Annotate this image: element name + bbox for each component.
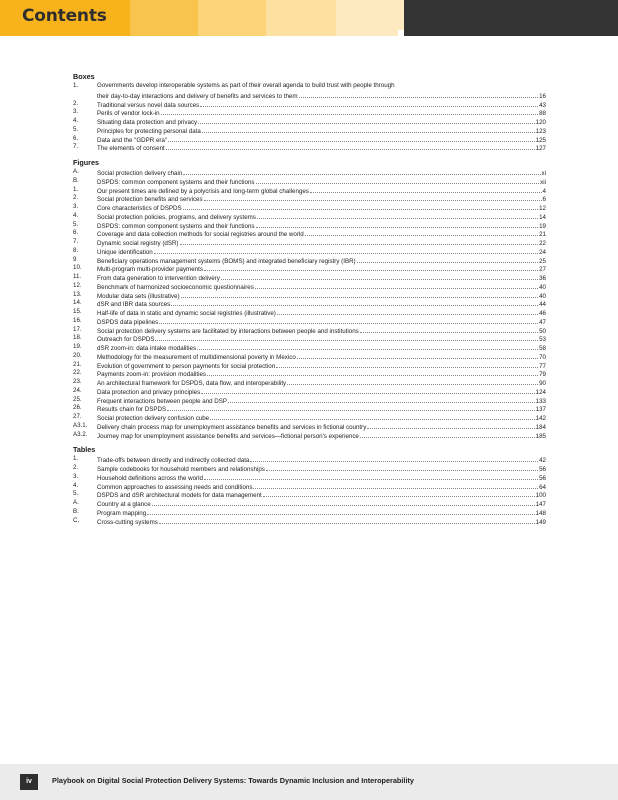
toc-entry-number: 5. bbox=[73, 490, 79, 498]
toc-entry-number: 3. bbox=[73, 472, 79, 480]
toc-entry[interactable] bbox=[73, 464, 546, 473]
toc-entry-page: 58 bbox=[539, 345, 546, 352]
leader-dots bbox=[210, 413, 535, 420]
toc-entry-page: 56 bbox=[539, 474, 546, 482]
toc-entry[interactable] bbox=[73, 117, 546, 126]
leader-dots bbox=[155, 334, 538, 341]
leader-dots bbox=[253, 482, 538, 489]
toc-entry-number: 24. bbox=[73, 386, 82, 394]
leader-dots bbox=[181, 291, 539, 298]
toc-entry-page: 124 bbox=[535, 388, 546, 396]
toc-entry-number: B. bbox=[73, 176, 79, 184]
toc-entry-page: 142 bbox=[535, 415, 546, 422]
toc-entry-page: 123 bbox=[535, 127, 546, 135]
leader-dots bbox=[257, 212, 538, 219]
page-footer bbox=[0, 764, 618, 800]
toc-entry[interactable] bbox=[73, 396, 546, 405]
toc-entry-title: Common approaches to assessing needs and conditions bbox=[97, 483, 253, 491]
header-color-band bbox=[336, 0, 404, 36]
toc-entry-title: Sample codebooks for household members and relationships bbox=[97, 466, 265, 473]
toc-entry-page: 148 bbox=[535, 509, 546, 517]
toc-entry-title: Journey map for unemployment assistance benefits and services—fictional person's experience bbox=[97, 432, 359, 440]
toc-entry-page: 149 bbox=[535, 518, 546, 526]
toc-entry-page: 40 bbox=[539, 283, 546, 291]
toc-entry-page: 137 bbox=[535, 406, 546, 414]
toc-entry[interactable] bbox=[73, 431, 546, 440]
toc-entry[interactable] bbox=[73, 473, 546, 482]
toc-entry-number: 19. bbox=[73, 343, 82, 350]
toc-entry-number: 8. bbox=[73, 246, 79, 254]
toc-entry-number: 11. bbox=[73, 273, 82, 280]
toc-entry-title: Delivery chain process map for unemployment assistance benefits and services in fictional country bbox=[97, 423, 367, 431]
leader-dots bbox=[159, 317, 538, 324]
toc-entry-page: 56 bbox=[539, 466, 546, 473]
toc-entry[interactable] bbox=[73, 282, 546, 291]
toc-entry-number: 7. bbox=[73, 238, 79, 245]
header-color-band bbox=[266, 0, 336, 36]
toc-entry-number: 26. bbox=[73, 404, 82, 412]
boxes-list bbox=[73, 82, 546, 152]
toc-entry-page: 79 bbox=[539, 371, 546, 379]
toc-entry[interactable] bbox=[73, 135, 546, 144]
toc-entry-page: 42 bbox=[539, 457, 546, 465]
leader-dots bbox=[266, 464, 538, 471]
toc-entry-title: Data and the "GDPR era" bbox=[97, 136, 168, 144]
leader-dots bbox=[310, 186, 542, 193]
toc-entry-title: Evolution of government to person payments for social protection bbox=[97, 362, 276, 370]
toc-entry-title: Social protection policies, programs, and delivery systems bbox=[97, 213, 256, 221]
toc-entry-title: Core characteristics of DSPDS bbox=[97, 205, 182, 212]
leader-dots bbox=[357, 256, 539, 263]
leader-dots bbox=[360, 326, 538, 333]
toc-entry-page: 77 bbox=[539, 362, 546, 370]
toc-entry-title: Traditional versus novel data sources bbox=[97, 101, 200, 109]
toc-entry[interactable] bbox=[73, 334, 546, 343]
toc-entry-title: From data generation to intervention delivery bbox=[97, 275, 220, 282]
toc-entry-title: their day-to-day interactions and delivery of benefits and services to them bbox=[97, 92, 298, 100]
toc-entry-title: DSPDS: common component systems and their functions bbox=[97, 222, 255, 230]
toc-entry-title: dSR and IBR data sources bbox=[97, 301, 171, 309]
toc-entry-title: Social protection delivery confusion cube bbox=[97, 415, 210, 422]
leader-dots bbox=[180, 238, 539, 245]
leader-dots bbox=[202, 126, 535, 133]
toc-entry-page: 185 bbox=[535, 432, 546, 440]
toc-entry[interactable] bbox=[73, 352, 546, 361]
leader-dots bbox=[168, 135, 535, 142]
toc-entry[interactable] bbox=[73, 126, 546, 135]
toc-entry-number: 3. bbox=[73, 203, 79, 210]
leader-dots bbox=[204, 264, 538, 271]
toc-entry-number: 5. bbox=[73, 220, 79, 228]
toc-entry-page: 4 bbox=[542, 187, 546, 195]
toc-entry-title: dSR zoom-in: data intake modalities bbox=[97, 345, 197, 352]
toc-entry-number: 6. bbox=[73, 134, 79, 142]
toc-entry-page: 70 bbox=[539, 353, 546, 361]
toc-entry-title: Dynamic social registry (dSR) bbox=[97, 240, 179, 247]
leader-dots bbox=[256, 221, 539, 228]
toc-entry-page: 64 bbox=[539, 483, 546, 491]
toc-entry-number: 25. bbox=[73, 395, 82, 403]
page-title: Contents bbox=[22, 6, 107, 26]
toc-entry-title: DSPDS data pipelines bbox=[97, 318, 159, 326]
leader-dots bbox=[204, 194, 542, 201]
leader-dots bbox=[367, 422, 534, 429]
toc-entry-number: 1. bbox=[73, 455, 79, 463]
toc-entry-number: 4. bbox=[73, 211, 79, 219]
toc-entry[interactable] bbox=[73, 499, 546, 508]
toc-entry-page: 21 bbox=[539, 231, 546, 239]
toc-entry[interactable] bbox=[73, 264, 546, 273]
toc-entry-page: 12 bbox=[539, 205, 546, 212]
toc-entry-page: 125 bbox=[535, 136, 546, 144]
toc-entry[interactable] bbox=[73, 490, 546, 499]
leader-dots bbox=[159, 517, 535, 524]
toc-entry-page: 43 bbox=[539, 101, 546, 109]
toc-entry-number: 15. bbox=[73, 308, 82, 315]
toc-entry-page: 47 bbox=[539, 318, 546, 326]
page-header bbox=[0, 0, 618, 36]
toc-entry[interactable] bbox=[73, 247, 546, 256]
toc-entry-number: 2. bbox=[73, 464, 79, 471]
leader-dots bbox=[161, 108, 539, 115]
toc-entry-title: Data protection and privacy principles bbox=[97, 388, 201, 396]
leader-dots bbox=[263, 490, 535, 497]
footer-title: Playbook on Digital Social Protection Delivery Systems: Towards Dynamic Inclusion and Interoperability bbox=[52, 776, 414, 785]
toc-entry-number: 1. bbox=[73, 82, 79, 89]
toc-entry[interactable] bbox=[73, 343, 546, 352]
toc-entry-title: Social protection delivery chain bbox=[97, 170, 183, 177]
toc-entry[interactable] bbox=[73, 369, 546, 378]
toc-entry-page: 53 bbox=[539, 336, 546, 344]
leader-dots bbox=[183, 168, 540, 175]
toc-entry-number: 17. bbox=[73, 325, 82, 333]
toc-entry[interactable] bbox=[73, 212, 546, 221]
toc-entry-number: A. bbox=[73, 499, 79, 506]
toc-entry-number: 6. bbox=[73, 229, 79, 237]
toc-entry-title: Modular data sets (illustrative) bbox=[97, 292, 180, 300]
leader-dots bbox=[287, 378, 538, 385]
toc-entry-title: Multi-program multi-provider payments bbox=[97, 266, 203, 274]
toc-entry-title: Our present times are defined by a polycrisis and long-term global challenges bbox=[97, 187, 309, 195]
toc-entry-page: 147 bbox=[535, 501, 546, 508]
toc-entry[interactable] bbox=[73, 100, 546, 109]
toc-entry-number: A. bbox=[73, 168, 79, 175]
toc-entry-title: Situating data protection and privacy bbox=[97, 119, 198, 126]
leader-dots bbox=[204, 473, 538, 480]
toc-entry[interactable] bbox=[73, 186, 546, 195]
toc-entry[interactable] bbox=[73, 203, 546, 212]
toc-entry[interactable] bbox=[73, 299, 546, 308]
toc-entry-page: 88 bbox=[539, 110, 546, 118]
toc-entry-page: 50 bbox=[539, 327, 546, 335]
toc-entry-page: 25 bbox=[539, 257, 546, 265]
leader-dots bbox=[166, 143, 535, 150]
toc-entry-page: 22 bbox=[539, 240, 546, 247]
toc-entry-number: 22. bbox=[73, 369, 82, 377]
leader-dots bbox=[147, 508, 534, 515]
toc-entry-title: Coverage and data collection methods for social registries around the world bbox=[97, 231, 304, 239]
toc-entry-title: DSPDS and dSR architectural models for data management bbox=[97, 492, 262, 500]
toc-entry-title: Results chain for DSPDS bbox=[97, 406, 167, 414]
toc-entry-title: Country at a glance bbox=[97, 501, 151, 508]
toc-entry-title: The elements of consent bbox=[97, 145, 165, 153]
toc-entry-page: 46 bbox=[539, 310, 546, 317]
toc-entry-title: Trade-offs between directly and indirectly collected data bbox=[97, 457, 250, 465]
toc-entry-number: 7. bbox=[73, 143, 79, 151]
toc-entry-page: 24 bbox=[539, 248, 546, 256]
toc-entry-title: Social protection delivery systems are facilitated by interactions between people and institutions bbox=[97, 327, 359, 335]
toc-entry[interactable] bbox=[73, 308, 546, 317]
leader-dots bbox=[250, 455, 538, 462]
leader-dots bbox=[297, 352, 538, 359]
toc-entry-number: 12. bbox=[73, 281, 82, 289]
toc-entry[interactable] bbox=[73, 517, 546, 526]
toc-entry[interactable] bbox=[73, 361, 546, 370]
toc-entry-title: Outreach for DSPDS bbox=[97, 336, 155, 344]
leader-dots bbox=[152, 499, 535, 506]
tables-list bbox=[73, 455, 546, 525]
toc-entry-page: 133 bbox=[535, 397, 546, 405]
toc-entry[interactable] bbox=[73, 82, 546, 91]
toc-entry[interactable] bbox=[73, 273, 546, 282]
toc-entry-number: C. bbox=[73, 516, 80, 524]
toc-entry-title: Program mapping bbox=[97, 509, 147, 517]
leader-dots bbox=[171, 299, 538, 306]
toc-entry-title: Social protection benefits and services bbox=[97, 196, 203, 204]
toc-entry-page: 127 bbox=[535, 145, 546, 153]
toc-entry-title: Governments develop interoperable systems as part of their overall agenda to build trust with people through bbox=[97, 82, 395, 89]
header-color-band bbox=[404, 0, 618, 36]
toc-entry[interactable] bbox=[73, 108, 546, 117]
table-of-contents bbox=[73, 72, 546, 525]
header-color-band bbox=[130, 0, 198, 36]
toc-entry-number: 5. bbox=[73, 125, 79, 133]
toc-entry-title: Half-life of data in static and dynamic social registries (illustrative) bbox=[97, 310, 276, 317]
leader-dots bbox=[201, 387, 534, 394]
toc-entry[interactable] bbox=[73, 143, 546, 152]
leader-dots bbox=[277, 308, 538, 315]
toc-entry-title: Beneficiary operations management systems (BOMS) and integrated beneficiary registry (IBR) bbox=[97, 257, 356, 265]
toc-entry[interactable] bbox=[73, 177, 546, 186]
leader-dots bbox=[276, 361, 538, 368]
toc-entry-number: 23. bbox=[73, 378, 82, 385]
toc-entry-title: Frequent interactions between people and DSP bbox=[97, 397, 228, 405]
leader-dots bbox=[207, 369, 538, 376]
header-notch bbox=[398, 30, 404, 36]
leader-dots bbox=[256, 177, 540, 184]
toc-entry-number: 16. bbox=[73, 316, 82, 324]
toc-entry[interactable] bbox=[73, 482, 546, 491]
toc-entry[interactable] bbox=[73, 168, 546, 177]
toc-entry[interactable] bbox=[73, 422, 546, 431]
toc-entry-title: Unique identification bbox=[97, 248, 153, 256]
leader-dots bbox=[228, 396, 535, 403]
toc-entry-page: xi bbox=[541, 170, 546, 177]
toc-entry[interactable] bbox=[73, 229, 546, 238]
toc-entry-number: 9 bbox=[73, 255, 77, 263]
toc-entry-title: An architectural framework for DSPDS, data flow, and interoperability bbox=[97, 380, 287, 387]
toc-entry-page: 36 bbox=[539, 275, 546, 282]
leader-dots bbox=[198, 117, 535, 124]
toc-entry-page: 6 bbox=[542, 196, 546, 204]
toc-entry-number: A3.2. bbox=[73, 430, 88, 438]
toc-entry-title: Methodology for the measurement of multidimensional poverty in Mexico bbox=[97, 353, 296, 361]
leader-dots bbox=[255, 282, 538, 289]
toc-entry[interactable] bbox=[73, 508, 546, 517]
toc-entry[interactable] bbox=[73, 221, 546, 230]
page-number: iv bbox=[20, 774, 38, 790]
toc-entry[interactable] bbox=[73, 413, 546, 422]
toc-entry[interactable] bbox=[73, 194, 546, 203]
toc-entry-number: B. bbox=[73, 507, 79, 515]
leader-dots bbox=[221, 273, 538, 280]
leader-dots bbox=[200, 100, 538, 107]
toc-entry-page: 40 bbox=[539, 292, 546, 300]
toc-entry-number: 10. bbox=[73, 264, 82, 272]
toc-entry-number: A3.1. bbox=[73, 421, 88, 429]
toc-entry-number: 1. bbox=[73, 185, 79, 193]
toc-entry[interactable] bbox=[73, 256, 546, 265]
toc-entry-number: 18. bbox=[73, 334, 82, 342]
toc-entry-number: 4. bbox=[73, 117, 79, 124]
toc-entry[interactable] bbox=[73, 404, 546, 413]
toc-entry-number: 27. bbox=[73, 413, 82, 420]
toc-entry-page: 14 bbox=[539, 213, 546, 221]
toc-entry-page: 184 bbox=[535, 423, 546, 431]
toc-entry-page: 90 bbox=[539, 380, 546, 387]
toc-entry[interactable] bbox=[73, 291, 546, 300]
toc-entry[interactable] bbox=[73, 378, 546, 387]
toc-entry-page: 120 bbox=[535, 119, 546, 126]
toc-entry[interactable] bbox=[73, 238, 546, 247]
figures-heading: Figures bbox=[73, 158, 99, 167]
leader-dots bbox=[305, 229, 538, 236]
toc-entry-title: DSPDS: common component systems and their functions bbox=[97, 178, 255, 186]
toc-entry[interactable] bbox=[73, 91, 546, 100]
toc-entry-page: 44 bbox=[539, 301, 546, 309]
toc-entry-page: 27 bbox=[539, 266, 546, 274]
toc-entry-page: 16 bbox=[539, 92, 546, 100]
toc-entry-number: 2. bbox=[73, 99, 79, 107]
toc-entry[interactable] bbox=[73, 317, 546, 326]
header-color-band bbox=[198, 0, 266, 36]
boxes-heading: Boxes bbox=[73, 72, 95, 81]
toc-entry-page: 100 bbox=[535, 492, 546, 500]
toc-entry-number: 13. bbox=[73, 290, 82, 298]
toc-entry-page: 19 bbox=[539, 222, 546, 230]
leader-dots bbox=[197, 343, 538, 350]
leader-dots bbox=[167, 404, 535, 411]
toc-entry-number: 3. bbox=[73, 108, 79, 116]
toc-entry-number: 4. bbox=[73, 481, 79, 489]
toc-entry-number: 14. bbox=[73, 299, 82, 307]
figures-list bbox=[73, 168, 546, 439]
toc-entry-page: xii bbox=[540, 178, 546, 186]
leader-dots bbox=[299, 91, 539, 98]
toc-entry-title: Principles for protecting personal data bbox=[97, 127, 201, 135]
toc-entry-title: Cross-cutting systems bbox=[97, 518, 158, 526]
toc-entry-number: 20. bbox=[73, 351, 82, 359]
tables-heading: Tables bbox=[73, 445, 96, 455]
toc-entry-title: Payments zoom-in: provision modalities bbox=[97, 371, 207, 379]
toc-entry-title: Benchmark of harmonized socioeconomic questionnaires bbox=[97, 283, 254, 291]
toc-entry-title: Perils of vendor lock-in bbox=[97, 110, 160, 118]
toc-entry-number: 21. bbox=[73, 360, 82, 368]
toc-entry[interactable] bbox=[73, 387, 546, 396]
toc-entry-title: Household definitions across the world bbox=[97, 474, 203, 482]
leader-dots bbox=[183, 203, 539, 210]
leader-dots bbox=[360, 431, 535, 438]
toc-entry[interactable] bbox=[73, 326, 546, 335]
toc-entry-number: 2. bbox=[73, 194, 79, 202]
leader-dots bbox=[154, 247, 538, 254]
toc-entry[interactable] bbox=[73, 455, 546, 464]
